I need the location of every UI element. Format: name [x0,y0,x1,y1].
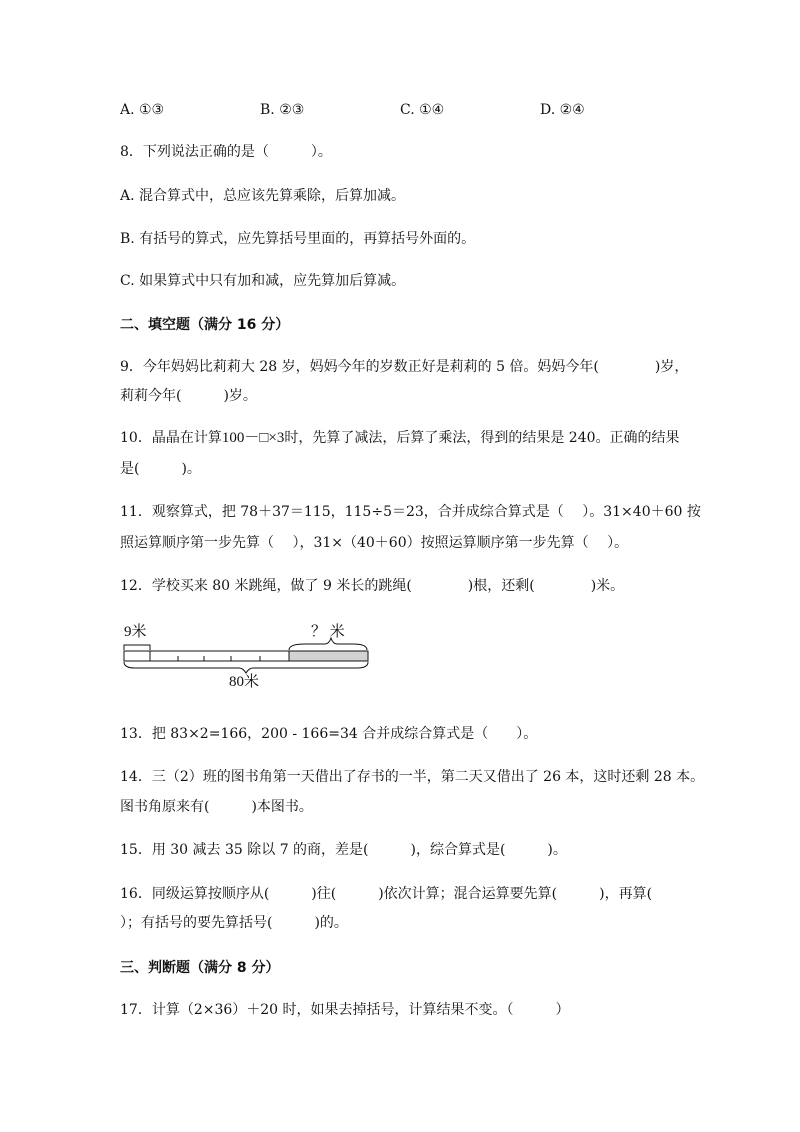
option-a: A. ①③ [120,102,165,118]
question-9-line-1: 9．今年妈妈比莉莉大 28 岁，妈妈今年的岁数正好是莉莉的 5 倍。妈妈今年( )岁， [120,359,689,375]
question-10-suffix: 时，先算了减法，后算了乘法，得到的结果是 240。正确的结果 [284,430,680,446]
question-12-text: 12．学校买来 80 米跳绳，做了 9 米长的跳绳( )根，还剩( )米。 [120,578,625,594]
option-b: B. ②③ [260,102,305,118]
question-8-choice-c: C. 如果算式中只有加和减，应先算加后算减。 [120,273,406,289]
diagram-left-label: 9米 [124,624,147,640]
left-brace [124,645,150,650]
diagram-total-label: 80米 [229,674,260,690]
question-14-line-1: 14．三（2）班的图书角第一天借出了存书的一半，第二天又借出了 26 本，这时还剩 28 本。 [120,769,705,785]
question-15-text: 15．用 30 减去 35 除以 7 的商，差是( )，综合算式是( )。 [120,842,567,858]
rope-diagram [115,618,375,690]
question-14-line-2: 图书角原来有( )本图书。 [120,799,313,815]
question-16-line-2: ）；有括号的要先算括号( )的。 [120,915,348,931]
option-d: D. ②④ [540,102,585,118]
question-8-stem: 8．下列说法正确的是（ ）。 [120,144,332,160]
remaining-shaded [289,651,368,661]
question-13-text: 13．把 83×2=166，200 - 166=34 合并成综合算式是（ ）。 [120,726,538,742]
section-3-heading: 三、判断题（满分 8 分） [120,960,280,976]
question-11-line-1: 11．观察算式，把 78＋37＝115，115÷5＝23，合并成综合算式是（ ）。31×40＋60 按 [120,504,701,520]
question-10-line-2: 是( )。 [120,461,201,477]
question-9-line-2: 莉莉今年( )岁。 [120,388,257,404]
question-8-choice-b: B. 有括号的算式，应先算括号里面的，再算括号外面的。 [120,231,476,247]
question-8-choice-a: A. 混合算式中，总应该先算乘除，后算加减。 [120,188,406,204]
total-brace [124,662,368,673]
question-17-text: 17．计算（2×36）＋20 时，如果去掉括号，计算结果不变。（ ） [120,1002,570,1018]
section-2-heading: 二、填空题（满分 16 分） [120,317,290,333]
question-10-prefix: 10．晶晶在计算 [120,430,222,446]
question-16-line-1: 16．同级运算按顺序从( )往( )依次计算；混合运算要先算( )，再算( [120,886,653,902]
question-10-line-1 [120,428,680,448]
question-11-line-2: 照运算顺序第一步先算（ ），31×（40＋60）按照运算顺序第一步先算（ ）。 [120,535,629,551]
option-c: C. ①④ [400,102,445,118]
question-10-formula: 100－□×3 [221,430,285,446]
diagram-right-label: ？ 米 [311,624,345,640]
